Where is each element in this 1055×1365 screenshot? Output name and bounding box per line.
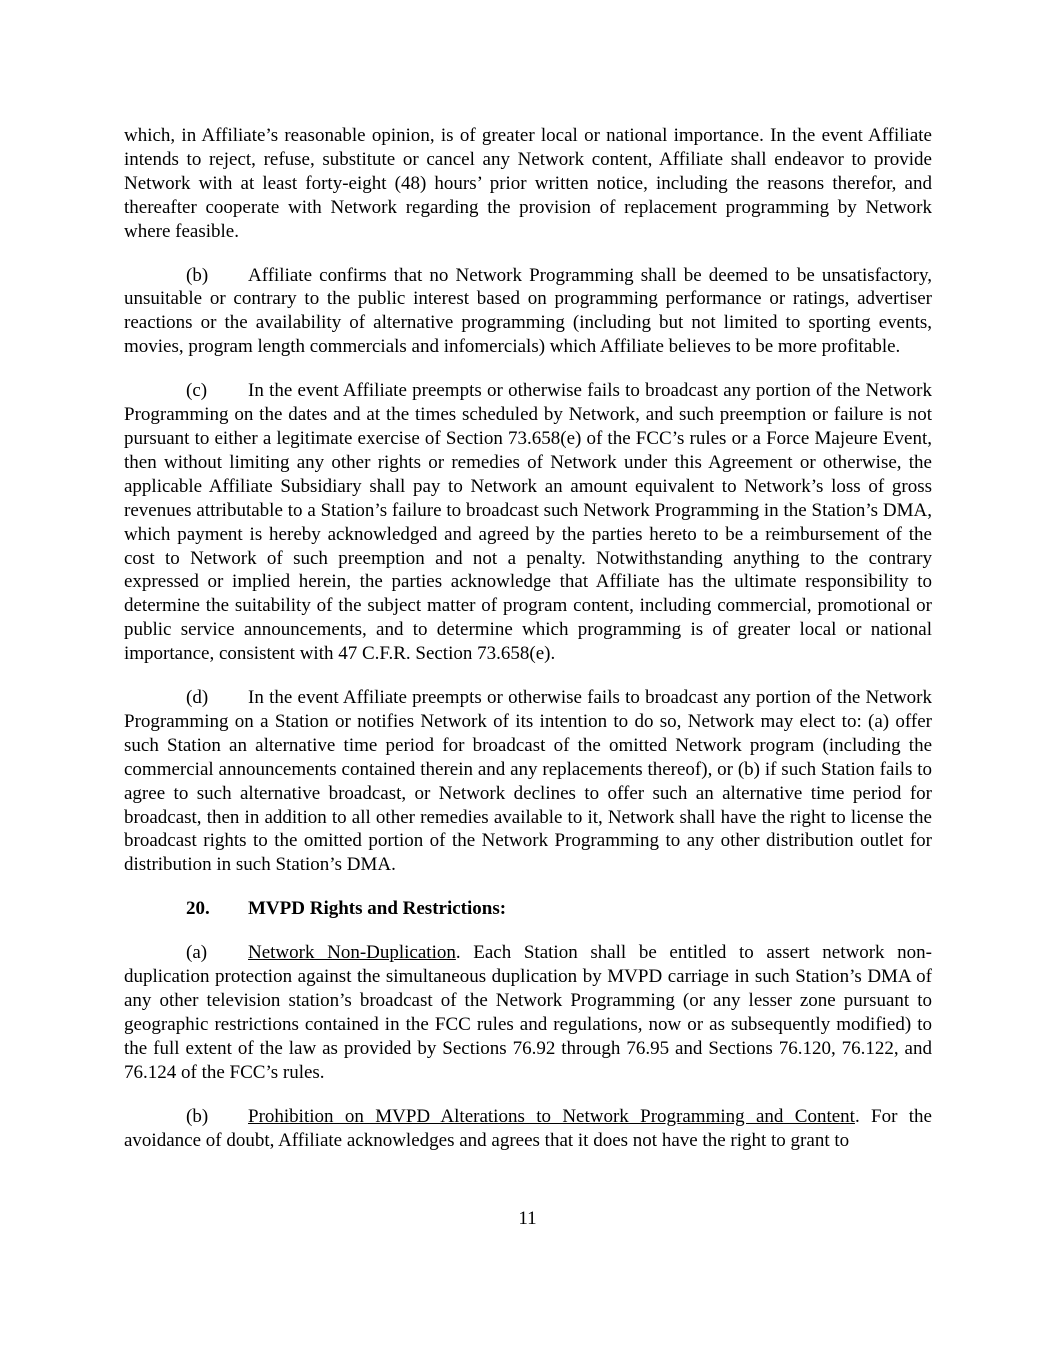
page-number: 11 xyxy=(518,1208,537,1229)
paragraph-d xyxy=(124,686,932,877)
section-number: 20. xyxy=(186,898,210,920)
subsection-label: (a) xyxy=(186,942,208,964)
section-heading xyxy=(124,897,932,921)
subsection-heading: Network Non-Duplication xyxy=(248,942,456,964)
subsection-heading: Prohibition on MVPD Alterations to Network Programming and Content xyxy=(248,1105,855,1127)
subsection-a xyxy=(124,941,932,1084)
paragraph-text: In the event Affiliate preempts or otherwise fails to broadcast any portion of the Network Programming on a Station or notifies Network of its intention to do so, Network may elect to: (a) offer such Station an alternative time period for broadcast of the omitted Network program (including the commercial announcements contained therein and any replacements thereof), or (b) if such Station fails to agree to such alternative broadcast, or Network declines to offer such an alternative time period for broadcast, then in addition to all other remedies available to it, Network shall have the right to license the broadcast rights to the omitted portion of the Network Programming to any other distribution outlet for distribution in such Station’s DMA. xyxy=(124,687,932,876)
paragraph-continuation: which, in Affiliate’s reasonable opinion, is of greater local or national importance. In the event Affiliate intends to reject, refuse, substitute or cancel any Network content, Affiliate shall endeavor to provide Network with at least forty-eight (48) hours’ prior written notice, including the reasons therefor, and thereafter cooperate with Network regarding the provision of replacement programming by Network where feasible. xyxy=(124,125,932,242)
paragraph-label: (c) xyxy=(186,380,208,402)
paragraph-label: (d) xyxy=(186,687,209,709)
section-title: MVPD Rights and Restrictions: xyxy=(248,898,507,920)
subsection-label: (b) xyxy=(186,1105,209,1127)
subsection-b xyxy=(124,1105,932,1153)
document-page xyxy=(124,124,932,1172)
paragraph-c xyxy=(124,379,932,666)
paragraph-label: (b) xyxy=(186,264,209,286)
paragraph-b xyxy=(124,264,932,360)
paragraph-text: In the event Affiliate preempts or otherwise fails to broadcast any portion of the Network Programming on the dates and at the times scheduled by Network, and such preemption or failure is not pursuant to either a legitimate exercise of Section 73.658(e) of the FCC’s rules or a Force Majeure Event, then without limiting any other rights or remedies of Network under this Agreement or otherwise, the applicable Affiliate Subsidiary shall pay to Network an amount equivalent to Network’s loss of gross revenues attributable to a Station’s failure to broadcast such Network Programming in the Station’s DMA, which payment is hereby acknowledged and agreed by the parties hereto to be a reimbursement of the cost to Network of such preemption and not a penalty. Notwithstanding anything to the contrary expressed or implied herein, the parties acknowledge that Affiliate has the ultimate responsibility to determine the suitability of the subject matter of program content, including commercial, promotional or public service announcements, and to determine which programming is of greater local or national importance, consistent with 47 C.F.R. Section 73.658(e). xyxy=(124,380,932,665)
subsection-text: . Each Station shall be entitled to assert network non-duplication protection against the simultaneous duplication by MVPD carriage in such Station’s DMA of any other television station’s broadcast of the Network Programming (or any lesser zone pursuant to geographic restrictions contained in the FCC rules and regulations, now or as subsequently modified) to the full extent of the law as provided by Sections 76.92 through 76.95 and Sections 76.120, 76.122, and 76.124 of the FCC’s rules. xyxy=(124,942,933,1083)
paragraph-text: Affiliate confirms that no Network Programming shall be deemed to be unsatisfactory, unsuitable or contrary to the public interest based on programming performance or ratings, advertiser reactions or the availability of alternative programming (including but not limited to sporting events, movies, program length commercials and infomercials) which Affiliate believes to be more profitable. xyxy=(124,264,932,358)
subsection-text: . For the avoidance of doubt, Affiliate acknowledges and agrees that it does not have the right to grant to xyxy=(124,1105,932,1151)
